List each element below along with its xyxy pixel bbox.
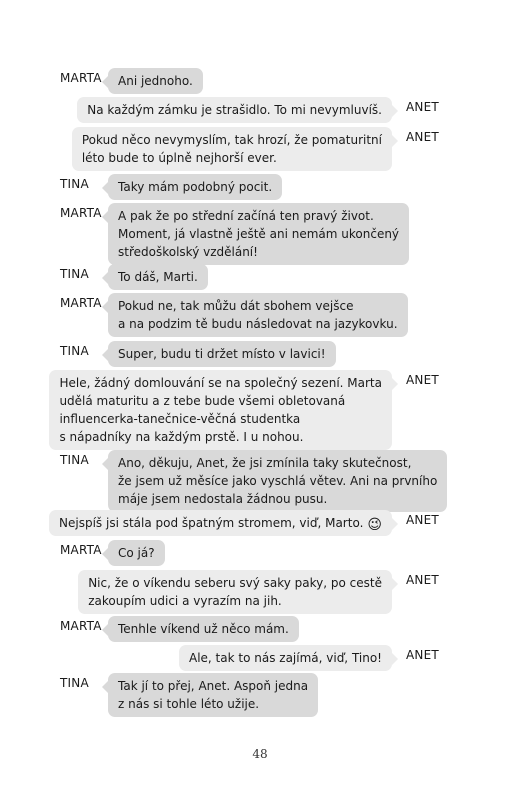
speaker-name: MARTA	[60, 296, 102, 310]
message-line: s nápadníky na každým prstě. I u nohou.	[59, 430, 304, 444]
speaker-name: ANET	[406, 100, 439, 114]
message-line: středoškolský vzdělání!	[118, 245, 258, 259]
message-line: že jsem už měsíce jako vyschlá větev. Ani na prvního	[118, 474, 438, 488]
speaker-name: TINA	[60, 177, 89, 191]
message-bubble	[108, 203, 409, 265]
message-bubble	[49, 370, 392, 450]
message-bubble	[77, 97, 392, 123]
message-line: Hele, žádný domlouvání se na společný sezení. Marta	[59, 376, 382, 390]
message-line: Pokud něco nevymyslím, tak hrozí, že pomaturitní	[81, 133, 382, 147]
page-number: 48	[252, 747, 268, 761]
message-line: máje jsem nedostala žádnou pusu.	[118, 492, 328, 506]
speaker-name: ANET	[406, 130, 439, 144]
message-line: Nejspíš jsi stála pod špatným stromem, viď, Marto. 😉	[59, 516, 382, 533]
speaker-name: ANET	[406, 573, 439, 587]
message-line: A pak že po střední začíná ten pravý život.	[118, 209, 374, 223]
message-line: zakoupím udici a vyrazím na jih.	[88, 594, 282, 608]
speaker-name: MARTA	[60, 206, 102, 220]
speaker-name: ANET	[406, 648, 439, 662]
speaker-name: TINA	[60, 453, 89, 467]
message-bubble	[72, 127, 392, 171]
message-line: Pokud ne, tak můžu dát sbohem vejšce	[118, 299, 354, 313]
message-line: z nás si tohle léto užije.	[118, 697, 260, 711]
message-line: a na podzim tě budu následovat na jazykovku.	[118, 317, 398, 331]
message-bubble	[108, 673, 318, 717]
message-line: Ano, děkuju, Anet, že jsi zmínila taky skutečnost,	[118, 456, 412, 470]
message-line: léto bude to úplně nejhorší ever.	[81, 151, 277, 165]
speaker-name: ANET	[406, 373, 439, 387]
speaker-name: MARTA	[60, 619, 102, 633]
message-line: Na každým zámku je strašidlo. To mi nevymluvíš.	[87, 103, 382, 117]
speaker-name: TINA	[60, 344, 89, 358]
wink-emoji-icon: 😉	[367, 517, 382, 533]
speaker-name: MARTA	[60, 543, 102, 557]
message-line: Ani jednoho.	[118, 74, 193, 88]
message-bubble	[108, 616, 299, 642]
message-bubble	[108, 540, 165, 566]
message-line: To dáš, Marti.	[118, 270, 198, 284]
message-line: Co já?	[118, 546, 155, 560]
message-line: Tenhle víkend už něco mám.	[118, 622, 289, 636]
speaker-name: ANET	[406, 513, 439, 527]
message-line: udělá maturitu a z tebe bude všemi obletovaná	[59, 394, 346, 408]
message-line: Tak jí to přej, Anet. Aspoň jedna	[118, 679, 309, 693]
message-bubble	[78, 570, 392, 614]
message-line: Moment, já vlastně ještě ani nemám ukončený	[118, 227, 400, 241]
speaker-name: TINA	[60, 267, 89, 281]
message-bubble	[108, 341, 336, 367]
message-bubble	[108, 174, 282, 200]
message-line: Taky mám podobný pocit.	[118, 180, 273, 194]
message-line: influencerka-tanečnice-věčná studentka	[59, 412, 301, 426]
message-line: Super, budu ti držet místo v lavici!	[118, 347, 326, 361]
speaker-name: MARTA	[60, 71, 102, 85]
message-bubble	[108, 68, 203, 94]
message-bubble	[108, 293, 408, 337]
message-line: Ale, tak to nás zajímá, viď, Tino!	[189, 651, 382, 665]
message-line: Nic, že o víkendu seberu svý saky paky, po cestě	[88, 576, 382, 590]
message-bubble	[108, 264, 208, 290]
message-bubble	[179, 645, 392, 671]
message-bubble	[108, 450, 447, 512]
speaker-name: TINA	[60, 676, 89, 690]
message-bubble	[49, 510, 392, 536]
